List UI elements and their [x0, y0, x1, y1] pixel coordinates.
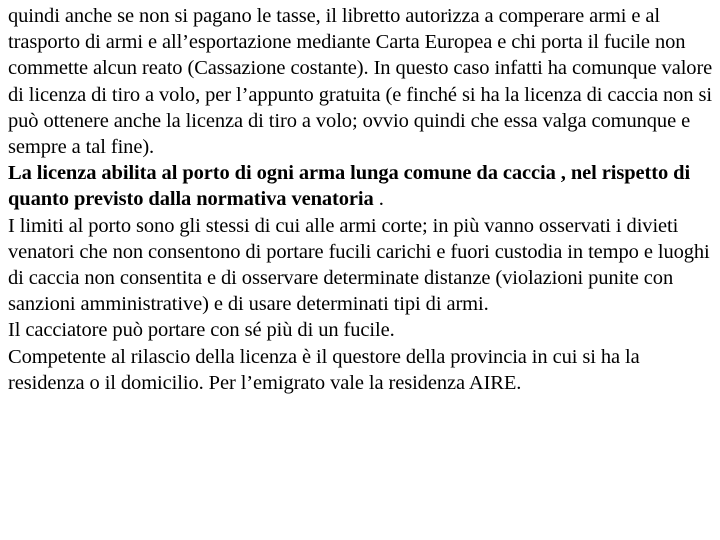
paragraph-competente: Competente al rilascio della licenza è il questore della provincia in cui si ha la residenza o il domicilio. Per l’emigrato vale la residenza AIRE. — [8, 345, 640, 394]
bold-statement: La licenza abilita al porto di ogni arma lunga comune da caccia , nel rispetto di quanto previsto dalla normativa venatoria — [8, 162, 691, 211]
paragraph-limiti-porto: I limiti al porto sono gli stessi di cui alle armi corte; in più vanno osservati i divieti venatori che non consentono di portare fucili carichi e fuori custodia in tempo e luoghi di caccia non consentita e di osservare determinate distanze (violazioni punite con sanzioni amministrative) e di usare determinati tipi di armi. — [8, 214, 710, 316]
paragraph-libretto: quindi anche se non si pagano le tasse, il libretto autorizza a comperare armi e al trasporto di armi e all’esportazione mediante Carta Europea e chi porta il fucile non commette alcun reato (Cassazione costante). In questo caso infatti ha comunque valore di licenza di tiro a volo, per l’appunto gratuita (e finché si ha la licenza di caccia non si può ottenere anche la licenza di tiro a volo; ovvio quindi che essa valga comunque e sempre a tal fine). — [8, 5, 713, 159]
paragraph-licenza-abilita — [8, 160, 714, 212]
paragraph-tail: . — [373, 188, 384, 211]
document-body — [8, 3, 714, 396]
paragraph-cacciatore: Il cacciatore può portare con sé più di un fucile. — [8, 319, 395, 342]
